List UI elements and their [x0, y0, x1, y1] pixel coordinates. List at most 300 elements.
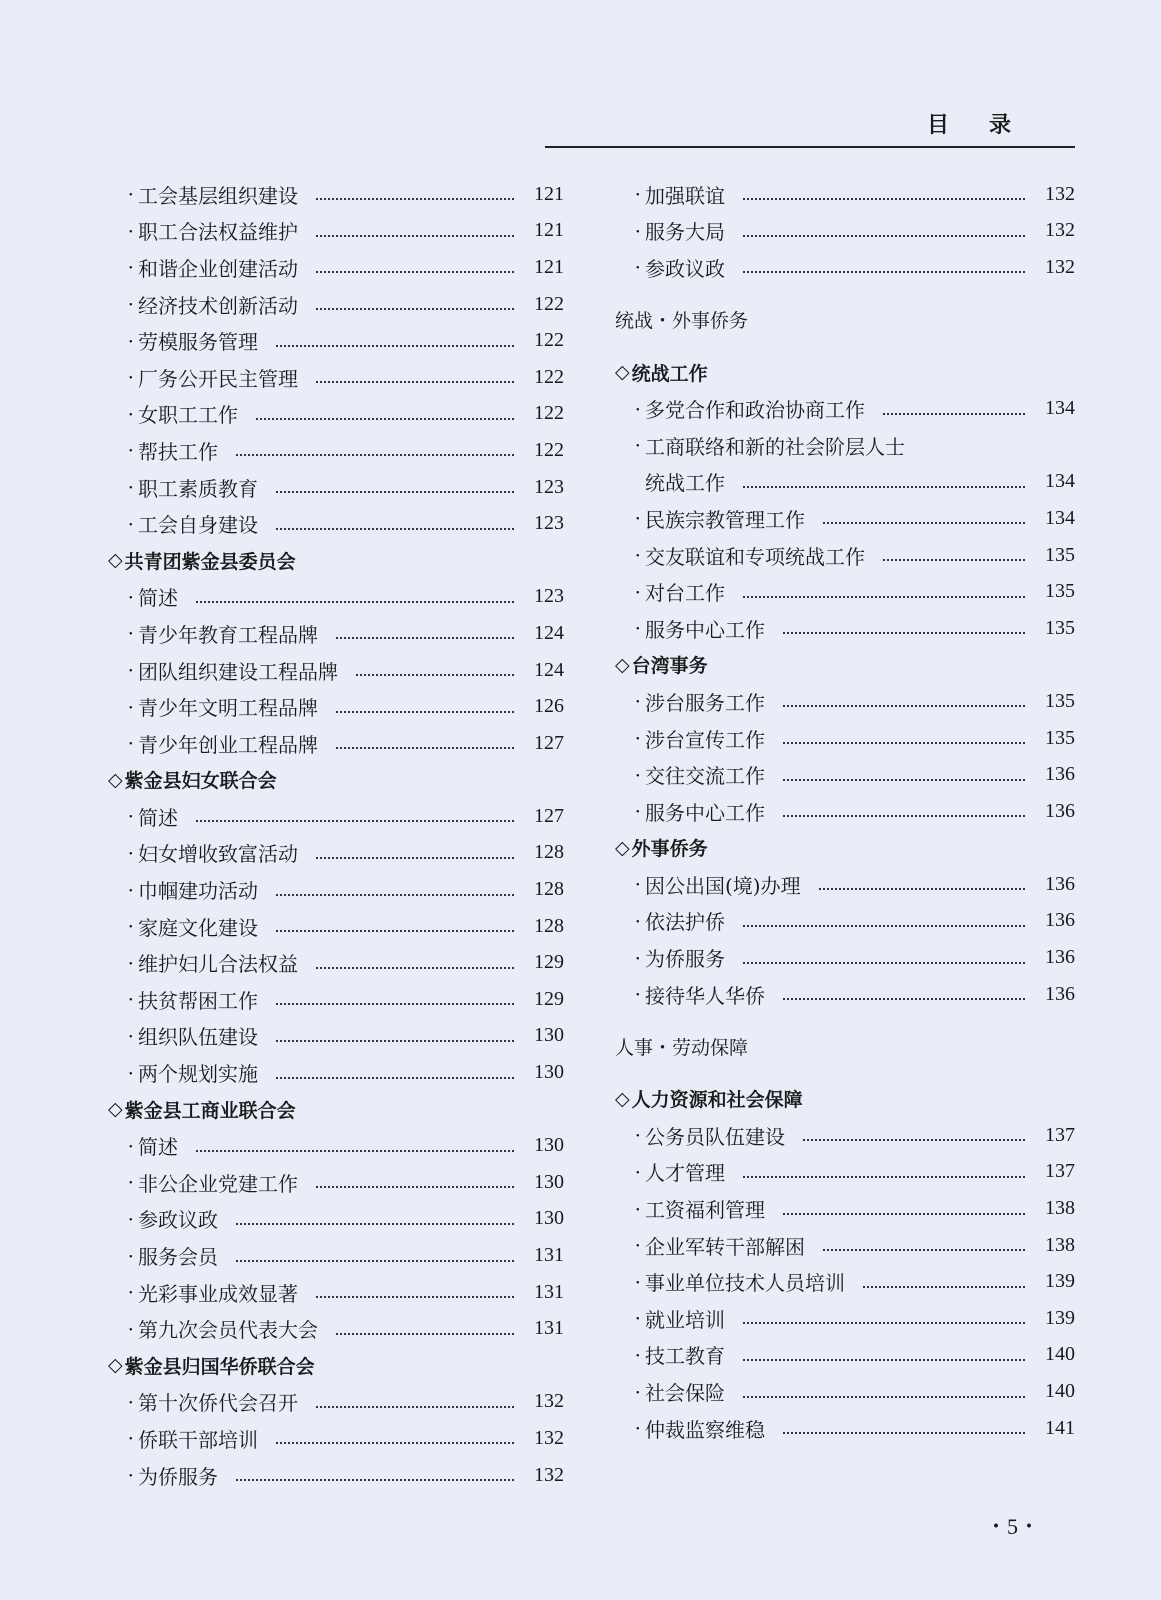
leader-dots: [276, 489, 514, 493]
bullet-dot-icon: ·: [634, 1196, 641, 1221]
toc-entry[interactable]: [108, 432, 564, 469]
bullet-dot-icon: ·: [127, 1316, 134, 1341]
leader-dots: [316, 233, 514, 237]
toc-entry[interactable]: [108, 396, 564, 433]
leader-dots: [883, 411, 1025, 415]
toc-heading-label: 紫金县妇女联合会: [124, 770, 277, 793]
toc-entry-label: 服务会员: [138, 1245, 218, 1270]
toc-entry-label: 职工合法权益维护: [138, 220, 298, 245]
bullet-dot-icon: ·: [634, 982, 641, 1007]
toc-heading: [108, 542, 564, 579]
leader-dots: [316, 1184, 514, 1188]
leader-dots: [276, 343, 514, 347]
toc-section-label: 统战・外事侨务: [615, 310, 749, 333]
diamond-icon: ◇: [108, 1098, 123, 1121]
leader-dots: [743, 269, 1025, 273]
toc-heading-label: 紫金县工商业联合会: [124, 1099, 296, 1122]
leader-dots: [236, 1258, 514, 1262]
bullet-dot-icon: ·: [634, 1269, 641, 1294]
toc-entry-page: 131: [534, 1244, 564, 1267]
bullet-dot-icon: ·: [127, 877, 134, 902]
leader-dots: [863, 1284, 1025, 1288]
toc-entry[interactable]: [108, 1201, 564, 1238]
leader-dots: [196, 599, 514, 603]
toc-entry[interactable]: [615, 213, 1075, 250]
toc-entry[interactable]: [615, 249, 1075, 286]
toc-entry-label: 技工教育: [645, 1344, 725, 1369]
toc-entry[interactable]: [615, 1227, 1075, 1264]
leader-dots: [276, 1038, 514, 1042]
toc-entry[interactable]: [108, 871, 564, 908]
toc-entry-page: 121: [534, 255, 564, 278]
toc-entry-label: 参政议政: [138, 1208, 218, 1233]
toc-entry-page: 138: [1045, 1233, 1075, 1256]
toc-entry-page: 129: [534, 951, 564, 974]
toc-entry-page: 122: [534, 329, 564, 352]
toc-entry-label: 组织队伍建设: [138, 1025, 258, 1050]
bullet-dot-icon: ·: [634, 1233, 641, 1258]
bullet-dot-icon: ·: [634, 726, 641, 751]
bullet-dot-icon: ·: [634, 506, 641, 531]
bullet-dot-icon: ·: [634, 762, 641, 787]
toc-entry-label: 服务中心工作: [645, 617, 765, 642]
toc-entry-label: 服务大局: [645, 220, 725, 245]
bullet-dot-icon: ·: [127, 1060, 134, 1085]
diamond-icon: ◇: [615, 1087, 630, 1110]
toc-entry-label: 侨联干部培训: [138, 1427, 258, 1452]
toc-entry-label: 家庭文化建设: [138, 915, 258, 940]
leader-dots: [276, 1001, 514, 1005]
leader-dots: [316, 306, 514, 310]
toc-entry-label: 第十次侨代会召开: [138, 1391, 298, 1416]
toc-entry[interactable]: [108, 1164, 564, 1201]
leader-dots: [316, 965, 514, 969]
toc-entry[interactable]: [108, 981, 564, 1018]
toc-entry-label: 简述: [138, 586, 178, 611]
toc-section-label: 人事・劳动保障: [615, 1036, 749, 1059]
toc-entry-label: 职工素质教育: [138, 476, 258, 501]
toc-entry-label: 巾帼建功活动: [138, 879, 258, 904]
toc-entry-page: 122: [534, 292, 564, 315]
bullet-dot-icon: ·: [634, 1306, 641, 1331]
leader-dots: [743, 1357, 1025, 1361]
leader-dots: [356, 672, 514, 676]
bullet-dot-icon: ·: [127, 182, 134, 207]
toc-entry-label: 青少年创业工程品牌: [138, 732, 318, 757]
toc-section-title: [615, 1012, 1075, 1080]
toc-entry[interactable]: [615, 1117, 1075, 1154]
leader-dots: [196, 818, 514, 822]
diamond-icon: ◇: [108, 549, 123, 572]
toc-entry-page: 138: [1045, 1197, 1075, 1220]
bullet-dot-icon: ·: [634, 579, 641, 604]
leader-dots: [336, 1331, 514, 1335]
toc-entry[interactable]: [108, 835, 564, 872]
bullet-dot-icon: ·: [127, 1426, 134, 1451]
toc-entry-label: 团队组织建设工程品牌: [138, 659, 338, 684]
toc-entry[interactable]: [615, 756, 1075, 793]
toc-entry-label: 工商联络和新的社会阶层人士: [645, 434, 905, 459]
toc-entry[interactable]: [108, 359, 564, 396]
toc-entry[interactable]: [615, 1300, 1075, 1337]
toc-entry[interactable]: [615, 537, 1075, 574]
toc-entry-page: 123: [534, 475, 564, 498]
leader-dots: [336, 635, 514, 639]
toc-entry-label: 光彩事业成效显著: [138, 1281, 298, 1306]
toc-entry[interactable]: [108, 1054, 564, 1091]
bullet-dot-icon: ·: [127, 1133, 134, 1158]
toc-heading-label: 外事侨务: [631, 838, 708, 861]
leader-dots: [783, 1430, 1025, 1434]
toc-heading: [615, 647, 1075, 684]
toc-entry-label: 涉台宣传工作: [645, 727, 765, 752]
toc-heading: [108, 1091, 564, 1128]
leader-dots: [883, 557, 1025, 561]
leader-dots: [823, 1247, 1025, 1251]
toc-entry[interactable]: [108, 1310, 564, 1347]
toc-entry-page: 130: [534, 1134, 564, 1157]
toc-entry-page: 132: [1045, 182, 1075, 205]
toc-entry[interactable]: [615, 976, 1075, 1013]
toc-entry-label: 两个规划实施: [138, 1062, 258, 1087]
toc-entry[interactable]: [108, 908, 564, 945]
leader-dots: [743, 196, 1025, 200]
toc-entry-label: 因公出国(境)办理: [645, 873, 801, 898]
toc-entry-label: 民族宗教管理工作: [645, 507, 805, 532]
toc-entry-page: 135: [1045, 689, 1075, 712]
leader-dots: [236, 1477, 514, 1481]
toc-entry-page: 137: [1045, 1123, 1075, 1146]
toc-entry-label: 涉台服务工作: [645, 690, 765, 715]
toc-entry-label: 多党合作和政治协商工作: [645, 398, 865, 423]
toc-entry[interactable]: [108, 249, 564, 286]
toc-entry-page: 137: [1045, 1160, 1075, 1183]
toc-entry[interactable]: [108, 176, 564, 213]
toc-entry-page: 131: [534, 1280, 564, 1303]
toc-entry-page: 135: [1045, 616, 1075, 639]
leader-dots: [783, 630, 1025, 634]
toc-entry-page: 130: [534, 1061, 564, 1084]
toc-entry-page: 136: [1045, 946, 1075, 969]
toc-entry[interactable]: [108, 798, 564, 835]
toc-entry-page: 132: [534, 1390, 564, 1413]
toc-entry-page: 124: [534, 621, 564, 644]
toc-entry[interactable]: [615, 1154, 1075, 1191]
leader-dots: [316, 196, 514, 200]
toc-entry[interactable]: [615, 176, 1075, 213]
toc-entry[interactable]: [615, 500, 1075, 537]
leader-dots: [336, 709, 514, 713]
toc-entry[interactable]: [615, 720, 1075, 757]
toc-entry[interactable]: [615, 610, 1075, 647]
toc-entry-label: 第九次会员代表大会: [138, 1318, 318, 1343]
toc-right-column: [615, 176, 1075, 1446]
bullet-dot-icon: ·: [127, 694, 134, 719]
bullet-dot-icon: ·: [634, 433, 641, 458]
toc-entry-page: 141: [1045, 1416, 1075, 1439]
toc-entry-page: 134: [1045, 470, 1075, 493]
leader-dots: [743, 1174, 1025, 1178]
toc-entry[interactable]: [108, 725, 564, 762]
toc-entry-page: 127: [534, 731, 564, 754]
toc-entry-page: 123: [534, 585, 564, 608]
toc-entry-page: 129: [534, 987, 564, 1010]
leader-dots: [743, 594, 1025, 598]
toc-entry[interactable]: [615, 939, 1075, 976]
toc-entry[interactable]: [108, 579, 564, 616]
toc-entry-label: 服务中心工作: [645, 800, 765, 825]
toc-entry-label: 扶贫帮困工作: [138, 988, 258, 1013]
toc-entry[interactable]: [615, 793, 1075, 830]
toc-entry-label: 人才管理: [645, 1161, 725, 1186]
toc-entry-label: 参政议政: [645, 256, 725, 281]
leader-dots: [276, 1075, 514, 1079]
toc-entry-label: 简述: [138, 805, 178, 830]
toc-entry-page: 135: [1045, 726, 1075, 749]
leader-dots: [823, 520, 1025, 524]
toc-entry[interactable]: [108, 944, 564, 981]
bullet-dot-icon: ·: [634, 872, 641, 897]
toc-entry[interactable]: [108, 1018, 564, 1055]
toc-entry-label: 对台工作: [645, 581, 725, 606]
leader-dots: [783, 703, 1025, 707]
toc-entry-page: 121: [534, 182, 564, 205]
leader-dots: [783, 1211, 1025, 1215]
toc-entry-page: 134: [1045, 506, 1075, 529]
bullet-dot-icon: ·: [634, 1379, 641, 1404]
toc-heading-label: 人力资源和社会保障: [631, 1089, 803, 1112]
toc-entry-label: 社会保险: [645, 1381, 725, 1406]
bullet-dot-icon: ·: [127, 950, 134, 975]
toc-entry-label: 工会自身建设: [138, 513, 258, 538]
toc-heading: [615, 354, 1075, 391]
toc-entry[interactable]: [615, 903, 1075, 940]
leader-dots: [276, 928, 514, 932]
toc-entry[interactable]: [108, 1237, 564, 1274]
leader-dots: [743, 923, 1025, 927]
toc-entry[interactable]: [108, 688, 564, 725]
toc-entry-page: 136: [1045, 909, 1075, 932]
toc-entry[interactable]: [108, 469, 564, 506]
toc-entry-page: 128: [534, 878, 564, 901]
toc-entry[interactable]: [108, 286, 564, 323]
toc-entry-page: 139: [1045, 1270, 1075, 1293]
toc-entry-page: 122: [534, 438, 564, 461]
diamond-icon: ◇: [615, 836, 630, 859]
toc-entry-page: 126: [534, 695, 564, 718]
leader-dots: [316, 1294, 514, 1298]
bullet-dot-icon: ·: [634, 1159, 641, 1184]
leader-dots: [276, 892, 514, 896]
toc-entry-label: 事业单位技术人员培训: [645, 1271, 845, 1296]
leader-dots: [316, 855, 514, 859]
leader-dots: [236, 452, 514, 456]
bullet-dot-icon: ·: [634, 396, 641, 421]
toc-entry-page: 136: [1045, 763, 1075, 786]
toc-entry[interactable]: [615, 427, 1075, 464]
toc-entry-label: 厂务公开民主管理: [138, 366, 298, 391]
toc-entry-label: 公务员队伍建设: [645, 1124, 785, 1149]
bullet-dot-icon: ·: [634, 1416, 641, 1441]
toc-entry-page: 130: [534, 1170, 564, 1193]
toc-entry-label: 为侨服务: [645, 947, 725, 972]
toc-entry-page: 135: [1045, 580, 1075, 603]
leader-dots: [743, 960, 1025, 964]
diamond-icon: ◇: [615, 361, 630, 384]
toc-entry-label: 维护妇儿合法权益: [138, 952, 298, 977]
toc-entry-label: 非公企业党建工作: [138, 1171, 298, 1196]
toc-entry[interactable]: [615, 573, 1075, 610]
toc-entry[interactable]: [615, 1410, 1075, 1447]
toc-entry[interactable]: [108, 652, 564, 689]
bullet-dot-icon: ·: [634, 1123, 641, 1148]
toc-entry-page: 140: [1045, 1343, 1075, 1366]
toc-entry[interactable]: [615, 866, 1075, 903]
diamond-icon: ◇: [108, 1354, 123, 1377]
bullet-dot-icon: ·: [127, 1243, 134, 1268]
toc-entry-page: 134: [1045, 397, 1075, 420]
bullet-dot-icon: ·: [127, 438, 134, 463]
bullet-dot-icon: ·: [127, 840, 134, 865]
toc-entry[interactable]: [108, 505, 564, 542]
bullet-dot-icon: ·: [634, 616, 641, 641]
toc-heading-label: 共青团紫金县委员会: [124, 550, 296, 573]
leader-dots: [743, 1394, 1025, 1398]
toc-entry-label: 依法护侨: [645, 910, 725, 935]
toc-left-column: [108, 176, 564, 1493]
toc-entry-page: 123: [534, 512, 564, 535]
bullet-dot-icon: ·: [127, 292, 134, 317]
toc-entry[interactable]: [615, 683, 1075, 720]
bullet-dot-icon: ·: [127, 1023, 134, 1048]
leader-dots: [743, 233, 1025, 237]
toc-entry[interactable]: [108, 1274, 564, 1311]
toc-entry-label: 简述: [138, 1135, 178, 1160]
leader-dots: [819, 886, 1025, 890]
toc-entry-label: 统战工作: [645, 471, 725, 496]
toc-entry-label: 交友联谊和专项统战工作: [645, 544, 865, 569]
toc-entry-page: 135: [1045, 543, 1075, 566]
toc-entry-page: 122: [534, 402, 564, 425]
diamond-icon: ◇: [615, 653, 630, 676]
toc-entry[interactable]: [108, 213, 564, 250]
bullet-dot-icon: ·: [127, 987, 134, 1012]
bullet-dot-icon: ·: [127, 804, 134, 829]
toc-entry[interactable]: [615, 1337, 1075, 1374]
toc-entry-page: 128: [534, 914, 564, 937]
toc-entry-page: 130: [534, 1207, 564, 1230]
header-rule: [545, 146, 1075, 148]
toc-heading: [108, 762, 564, 799]
bullet-dot-icon: ·: [127, 218, 134, 243]
bullet-dot-icon: ·: [634, 689, 641, 714]
toc-entry-page: 122: [534, 365, 564, 388]
toc-heading: [108, 1347, 564, 1384]
bullet-dot-icon: ·: [127, 658, 134, 683]
toc-section-title: [615, 286, 1075, 354]
toc-heading: [615, 830, 1075, 867]
bullet-dot-icon: ·: [634, 799, 641, 824]
toc-entry-label: 工资福利管理: [645, 1198, 765, 1223]
bullet-dot-icon: ·: [634, 1342, 641, 1367]
bullet-dot-icon: ·: [127, 584, 134, 609]
toc-entry-page: 132: [1045, 255, 1075, 278]
toc-entry[interactable]: [615, 1190, 1075, 1227]
diamond-icon: ◇: [108, 768, 123, 791]
bullet-dot-icon: ·: [127, 401, 134, 426]
toc-entry-label: 加强联谊: [645, 183, 725, 208]
toc-heading-label: 统战工作: [631, 362, 708, 385]
toc-entry-label: 交往交流工作: [645, 764, 765, 789]
toc-entry[interactable]: [108, 1457, 564, 1494]
toc-entry-label: 就业培训: [645, 1307, 725, 1332]
bullet-dot-icon: ·: [634, 945, 641, 970]
leader-dots: [743, 484, 1025, 488]
toc-entry-page: 124: [534, 658, 564, 681]
toc-entry-page: 136: [1045, 799, 1075, 822]
bullet-dot-icon: ·: [127, 1389, 134, 1414]
toc-entry-page: 121: [534, 219, 564, 242]
toc-entry-label: 仲裁监察维稳: [645, 1417, 765, 1442]
toc-entry-label: 青少年文明工程品牌: [138, 696, 318, 721]
leader-dots: [803, 1137, 1025, 1141]
bullet-dot-icon: ·: [127, 914, 134, 939]
toc-entry-label: 帮扶工作: [138, 439, 218, 464]
bullet-dot-icon: ·: [127, 731, 134, 756]
toc-heading-label: 台湾事务: [631, 655, 708, 678]
toc-entry[interactable]: [615, 464, 1075, 501]
bullet-dot-icon: ·: [634, 182, 641, 207]
leader-dots: [336, 745, 514, 749]
leader-dots: [316, 1404, 514, 1408]
bullet-dot-icon: ·: [127, 511, 134, 536]
toc-entry[interactable]: [615, 1263, 1075, 1300]
toc-entry[interactable]: [615, 390, 1075, 427]
toc-entry-label: 企业军转干部解困: [645, 1234, 805, 1259]
leader-dots: [276, 526, 514, 530]
bullet-dot-icon: ·: [127, 1170, 134, 1195]
toc-entry-page: 136: [1045, 982, 1075, 1005]
toc-entry[interactable]: [108, 1384, 564, 1421]
leader-dots: [316, 269, 514, 273]
bullet-dot-icon: ·: [127, 475, 134, 500]
toc-entry-page: 132: [1045, 219, 1075, 242]
bullet-dot-icon: ·: [634, 543, 641, 568]
leader-dots: [196, 1148, 514, 1152]
toc-entry-page: 130: [534, 1024, 564, 1047]
toc-entry-page: 140: [1045, 1380, 1075, 1403]
toc-entry[interactable]: [108, 322, 564, 359]
leader-dots: [276, 1440, 514, 1444]
toc-entry-label: 经济技术创新活动: [138, 293, 298, 318]
bullet-dot-icon: ·: [127, 328, 134, 353]
toc-entry-label: 接待华人华侨: [645, 983, 765, 1008]
leader-dots: [236, 1221, 514, 1225]
toc-heading: [615, 1080, 1075, 1117]
bullet-dot-icon: ·: [634, 218, 641, 243]
page-number: ・5・: [985, 1514, 1041, 1539]
toc-entry-page: 131: [534, 1317, 564, 1340]
bullet-dot-icon: ·: [127, 1280, 134, 1305]
toc-entry-label: 为侨服务: [138, 1464, 218, 1489]
toc-entry[interactable]: [615, 1373, 1075, 1410]
toc-entry[interactable]: [108, 615, 564, 652]
toc-entry[interactable]: [108, 1127, 564, 1164]
toc-entry[interactable]: [108, 1420, 564, 1457]
leader-dots: [256, 416, 514, 420]
leader-dots: [783, 996, 1025, 1000]
toc-entry-page: 132: [534, 1463, 564, 1486]
